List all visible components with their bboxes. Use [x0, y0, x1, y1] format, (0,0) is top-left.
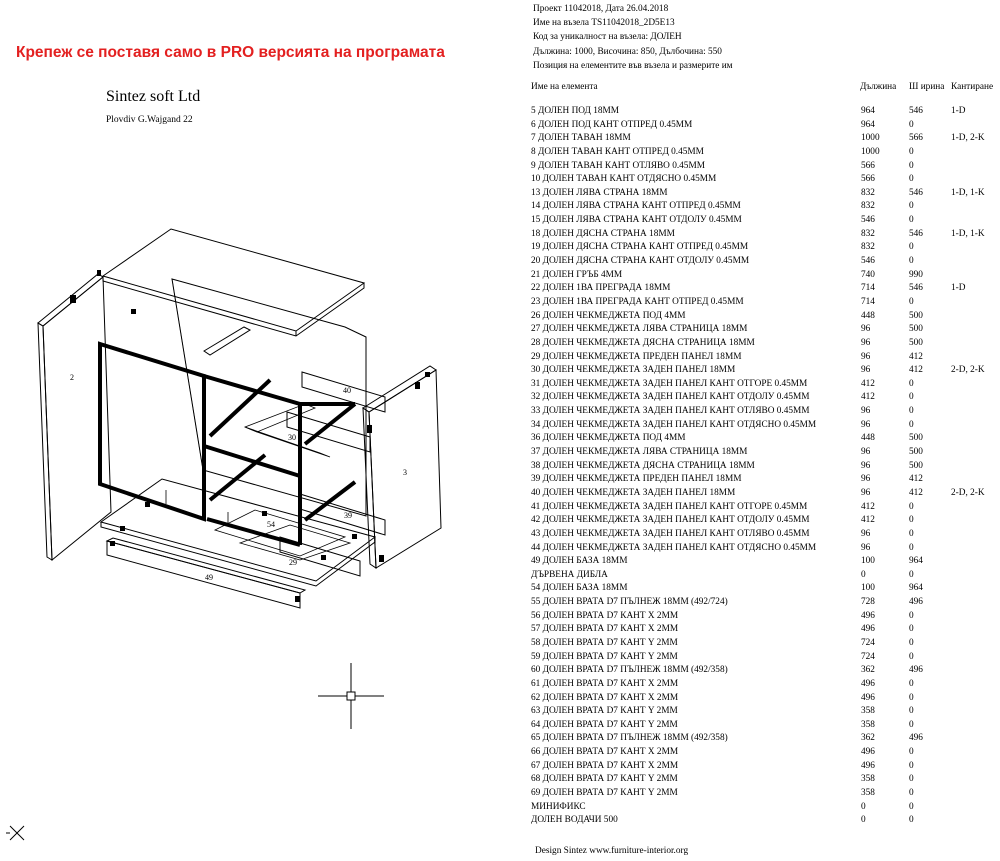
- partition: [204, 327, 250, 355]
- part-name: 54 ДОЛЕН БАЗА 18ММ: [531, 583, 628, 594]
- part-name: 14 ДОЛЕН ЛЯВА СТРАНА КАНТ ОТПРЕД 0.45ММ: [531, 201, 741, 212]
- project-line: Проект 11042018, Дата 26.04.2018: [533, 4, 669, 14]
- table-row: [531, 311, 1000, 325]
- pro-version-notice: Крепеж се поставя само в PRO версията на програмата: [16, 44, 445, 61]
- part-name: 34 ДОЛЕН ЧЕКМЕДЖЕТА ЗАДЕН ПАНЕЛ КАНТ ОТДЯСНО 0.45ММ: [531, 419, 817, 430]
- part-width: 0: [909, 801, 914, 812]
- part-length: 964: [861, 119, 875, 130]
- table-row: [531, 638, 1000, 652]
- part-width: 412: [909, 474, 923, 485]
- part-width: 0: [909, 706, 914, 717]
- part-length: 566: [861, 174, 875, 185]
- table-row: [531, 461, 1000, 475]
- table-header: [531, 82, 1000, 96]
- part-length: 724: [861, 637, 875, 648]
- part-name: 9 ДОЛЕН ТАВАН КАНТ ОТЛЯВО 0.45ММ: [531, 160, 705, 171]
- part-name: 62 ДОЛЕН ВРАТА D7 КАНТ Х 2ММ: [531, 692, 679, 703]
- part-name: 38 ДОЛЕН ЧЕКМЕДЖЕТА ДЯСНА СТРАНИЦА 18ММ: [531, 460, 755, 471]
- part-width: 964: [909, 583, 923, 594]
- part-length: 362: [861, 733, 875, 744]
- table-row: [531, 556, 1000, 570]
- table-row: [531, 597, 1000, 611]
- label-d-right: 3: [403, 468, 407, 477]
- part-length: 100: [861, 556, 875, 567]
- part-width: 0: [909, 406, 914, 417]
- label-floor: 54: [267, 520, 275, 529]
- part-width: 500: [909, 447, 923, 458]
- part-name: 13 ДОЛЕН ЛЯВА СТРАНА 18ММ: [531, 187, 668, 198]
- project-info: [533, 2, 733, 73]
- part-width: 0: [909, 651, 914, 662]
- header-edging: Кантиране: [951, 82, 994, 92]
- table-row: [531, 733, 1000, 747]
- table-row: [531, 201, 1000, 215]
- part-length: 546: [861, 256, 875, 267]
- base-front: [107, 538, 305, 593]
- table-row: [531, 761, 1000, 775]
- part-name: ДОЛЕН ВОДАЧИ 500: [531, 815, 618, 826]
- part-width: 0: [909, 501, 914, 512]
- part-width: 0: [909, 569, 914, 580]
- table-row: [531, 502, 1000, 516]
- table-row: [531, 338, 1000, 352]
- uniqueness-code-line: Код за уникалност на възела: ДОЛЕН: [533, 32, 682, 43]
- part-width: 412: [909, 365, 923, 376]
- table-row: [531, 406, 1000, 420]
- table-row: [531, 774, 1000, 788]
- part-width: 496: [909, 665, 923, 676]
- part-length: 714: [861, 296, 875, 307]
- part-length: 412: [861, 515, 875, 526]
- part-edging: 1-D, 2-K: [951, 133, 985, 144]
- part-width: 0: [909, 419, 914, 430]
- part-length: 832: [861, 201, 875, 212]
- part-length: 358: [861, 774, 875, 785]
- part-name: 68 ДОЛЕН ВРАТА D7 КАНТ Y 2ММ: [531, 774, 678, 785]
- table-row: [531, 474, 1000, 488]
- part-width: 546: [909, 283, 923, 294]
- part-length: 100: [861, 583, 875, 594]
- floor-panel: [101, 479, 375, 581]
- table-row: [531, 324, 1000, 338]
- ucs-axis-icon: [6, 822, 28, 844]
- part-length: 496: [861, 624, 875, 635]
- label-d-left: 2: [70, 373, 74, 382]
- part-name: МИНИФИКС: [531, 801, 586, 812]
- company-address: Plovdiv G.Wajgand 22: [106, 115, 193, 125]
- table-row: [531, 229, 1000, 243]
- part-name: 37 ДОЛЕН ЧЕКМЕДЖЕТА ЛЯВА СТРАНИЦА 18ММ: [531, 447, 748, 458]
- part-name: 65 ДОЛЕН ВРАТА D7 ПЪЛНЕЖ 18ММ (492/358): [531, 733, 728, 744]
- table-row: [531, 147, 1000, 161]
- part-length: 496: [861, 692, 875, 703]
- part-width: 0: [909, 542, 914, 553]
- part-length: 362: [861, 665, 875, 676]
- table-row: [531, 583, 1000, 597]
- table-row: [531, 665, 1000, 679]
- part-width: 990: [909, 269, 923, 280]
- part-width: 500: [909, 460, 923, 471]
- part-name: 39 ДОЛЕН ЧЕКМЕДЖЕТА ПРЕДЕН ПАНЕЛ 18ММ: [531, 474, 742, 485]
- positions-caption: Позиция на елементите във възела и размерите им: [533, 60, 733, 71]
- header-name: Име на елемента: [531, 82, 598, 92]
- part-name: 40 ДОЛЕН ЧЕКМЕДЖЕТА ЗАДЕН ПАНЕЛ 18ММ: [531, 487, 736, 498]
- table-row: [531, 488, 1000, 502]
- table-row: [531, 433, 1000, 447]
- table-row: [531, 283, 1000, 297]
- table-row: [531, 420, 1000, 434]
- door-frame: [100, 344, 204, 519]
- part-name: 42 ДОЛЕН ЧЕКМЕДЖЕТА ЗАДЕН ПАНЕЛ КАНТ ОТДОЛУ 0.45ММ: [531, 515, 810, 526]
- part-name: 41 ДОЛЕН ЧЕКМЕДЖЕТА ЗАДЕН ПАНЕЛ КАНТ ОТГОРЕ 0.45ММ: [531, 501, 808, 512]
- part-name: 20 ДОЛЕН ДЯСНА СТРАНА КАНТ ОТДОЛУ 0.45ММ: [531, 256, 750, 267]
- table-row: [531, 106, 1000, 120]
- part-length: 740: [861, 269, 875, 280]
- part-name: 18 ДОЛЕН ДЯСНА СТРАНА 18ММ: [531, 228, 675, 239]
- part-width: 0: [909, 242, 914, 253]
- part-width: 500: [909, 337, 923, 348]
- part-name: 43 ДОЛЕН ЧЕКМЕДЖЕТА ЗАДЕН ПАНЕЛ КАНТ ОТЛЯВО 0.45ММ: [531, 528, 810, 539]
- part-width: 0: [909, 678, 914, 689]
- part-width: 0: [909, 624, 914, 635]
- table-row: [531, 188, 1000, 202]
- table-row: [531, 379, 1000, 393]
- part-length: 0: [861, 801, 866, 812]
- part-length: 546: [861, 215, 875, 226]
- part-length: 448: [861, 433, 875, 444]
- part-name: 29 ДОЛЕН ЧЕКМЕДЖЕТА ПРЕДЕН ПАНЕЛ 18ММ: [531, 351, 742, 362]
- part-edging: 2-D, 2-K: [951, 487, 985, 498]
- part-name: 8 ДОЛЕН ТАВАН КАНТ ОТПРЕД 0.45ММ: [531, 146, 704, 157]
- part-length: 96: [861, 365, 871, 376]
- drawer-bottom-top: [245, 404, 315, 432]
- part-name: 44 ДОЛЕН ЧЕКМЕДЖЕТА ЗАДЕН ПАНЕЛ КАНТ ОТДЯСНО 0.45ММ: [531, 542, 817, 553]
- part-length: 96: [861, 419, 871, 430]
- footer-credit: Design Sintez www.furniture-interior.org: [535, 846, 689, 856]
- part-length: 96: [861, 487, 871, 498]
- part-name: 23 ДОЛЕН 1ВА ПРЕГРАДА КАНТ ОТПРЕД 0.45ММ: [531, 296, 744, 307]
- table-row: [531, 570, 1000, 584]
- part-edging: 2-D, 2-K: [951, 365, 985, 376]
- part-length: 96: [861, 351, 871, 362]
- part-width: 496: [909, 597, 923, 608]
- part-name: 49 ДОЛЕН БАЗА 18ММ: [531, 556, 628, 567]
- part-length: 724: [861, 651, 875, 662]
- part-length: 96: [861, 528, 871, 539]
- table-row: [531, 543, 1000, 557]
- part-length: 358: [861, 719, 875, 730]
- part-length: 496: [861, 678, 875, 689]
- part-width: 0: [909, 160, 914, 171]
- table-row: [531, 352, 1000, 366]
- table-row: [531, 802, 1000, 816]
- table-row: [531, 133, 1000, 147]
- part-width: 0: [909, 201, 914, 212]
- dimensions-line: Дължина: 1000, Височина: 850, Дълбочина: 550: [533, 46, 722, 57]
- part-width: 0: [909, 774, 914, 785]
- part-length: 1000: [861, 146, 880, 157]
- part-width: 500: [909, 324, 923, 335]
- part-name: 26 ДОЛЕН ЧЕКМЕДЖЕТА ПОД 4ММ: [531, 310, 686, 321]
- part-width: 0: [909, 692, 914, 703]
- table-row: [531, 120, 1000, 134]
- part-width: 0: [909, 119, 914, 130]
- part-name: 56 ДОЛЕН ВРАТА D7 КАНТ Х 2ММ: [531, 610, 679, 621]
- part-name: 28 ДОЛЕН ЧЕКМЕДЖЕТА ДЯСНА СТРАНИЦА 18ММ: [531, 337, 755, 348]
- part-length: 96: [861, 474, 871, 485]
- part-length: 96: [861, 542, 871, 553]
- part-width: 546: [909, 106, 923, 116]
- table-row: [531, 611, 1000, 625]
- table-row: [531, 788, 1000, 802]
- part-width: 546: [909, 187, 923, 198]
- part-name: 22 ДОЛЕН 1ВА ПРЕГРАДА 18ММ: [531, 283, 671, 294]
- table-row: [531, 256, 1000, 270]
- part-width: 0: [909, 256, 914, 267]
- part-edging: 1-D, 1-K: [951, 187, 985, 198]
- part-name: 57 ДОЛЕН ВРАТА D7 КАНТ Х 2ММ: [531, 624, 679, 635]
- table-row: [531, 365, 1000, 379]
- part-name: 19 ДОЛЕН ДЯСНА СТРАНА КАНТ ОТПРЕД 0.45ММ: [531, 242, 749, 253]
- part-name: 60 ДОЛЕН ВРАТА D7 ПЪЛНЕЖ 18ММ (492/358): [531, 665, 728, 676]
- part-width: 0: [909, 515, 914, 526]
- node-name-line: Име на възела TS11042018_2D5E13: [533, 18, 675, 29]
- part-width: 0: [909, 174, 914, 185]
- part-width: 566: [909, 133, 923, 144]
- part-name: 64 ДОЛЕН ВРАТА D7 КАНТ Y 2ММ: [531, 719, 678, 730]
- part-length: 412: [861, 378, 875, 389]
- table-row: [531, 747, 1000, 761]
- part-width: 412: [909, 351, 923, 362]
- part-name: 66 ДОЛЕН ВРАТА D7 КАНТ Х 2ММ: [531, 747, 679, 758]
- table-row: [531, 529, 1000, 543]
- table-row: [531, 679, 1000, 693]
- part-width: 546: [909, 228, 923, 239]
- part-width: 0: [909, 719, 914, 730]
- part-length: 832: [861, 187, 875, 198]
- part-name: 27 ДОЛЕН ЧЕКМЕДЖЕТА ЛЯВА СТРАНИЦА 18ММ: [531, 324, 748, 335]
- table-row: [531, 652, 1000, 666]
- table-row: [531, 215, 1000, 229]
- table-row: [531, 815, 1000, 829]
- part-name: 7 ДОЛЕН ТАВАН 18ММ: [531, 133, 631, 144]
- table-row: [531, 706, 1000, 720]
- part-width: 0: [909, 788, 914, 799]
- part-width: 0: [909, 815, 914, 826]
- part-name: 61 ДОЛЕН ВРАТА D7 КАНТ Х 2ММ: [531, 678, 679, 689]
- part-length: 566: [861, 160, 875, 171]
- part-name: 10 ДОЛЕН ТАВАН КАНТ ОТДЯСНО 0.45ММ: [531, 174, 717, 185]
- part-length: 0: [861, 815, 866, 826]
- part-length: 358: [861, 788, 875, 799]
- table-row: [531, 242, 1000, 256]
- table-row: [531, 297, 1000, 311]
- table-row: [531, 270, 1000, 284]
- part-length: 832: [861, 242, 875, 253]
- part-width: 0: [909, 215, 914, 226]
- part-name: 6 ДОЛЕН ПОД КАНТ ОТПРЕД 0.45ММ: [531, 119, 693, 130]
- part-name: 32 ДОЛЕН ЧЕКМЕДЖЕТА ЗАДЕН ПАНЕЛ КАНТ ОТДОЛУ 0.45ММ: [531, 392, 810, 403]
- label-drawer-low: 39: [344, 511, 352, 520]
- table-row: [531, 174, 1000, 188]
- table-row: [531, 720, 1000, 734]
- part-length: 496: [861, 760, 875, 771]
- part-width: 0: [909, 146, 914, 157]
- label-drawer-mid: 30: [288, 433, 296, 442]
- part-length: 714: [861, 283, 875, 294]
- part-name: 30 ДОЛЕН ЧЕКМЕДЖЕТА ЗАДЕН ПАНЕЛ 18ММ: [531, 365, 736, 376]
- part-width: 496: [909, 733, 923, 744]
- part-length: 964: [861, 106, 875, 116]
- table-row: [531, 447, 1000, 461]
- part-name: 36 ДОЛЕН ЧЕКМЕДЖЕТА ПОД 4ММ: [531, 433, 686, 444]
- part-length: 412: [861, 501, 875, 512]
- part-length: 96: [861, 447, 871, 458]
- part-name: ДЪРВЕНА ДИБЛА: [531, 569, 608, 580]
- part-width: 0: [909, 296, 914, 307]
- part-width: 0: [909, 528, 914, 539]
- part-length: 496: [861, 747, 875, 758]
- part-length: 728: [861, 597, 875, 608]
- part-edging: 1-D, 1-K: [951, 228, 985, 239]
- part-length: 96: [861, 406, 871, 417]
- part-length: 96: [861, 460, 871, 471]
- company-name: Sintez soft Ltd: [106, 88, 201, 105]
- table-row: [531, 693, 1000, 707]
- part-length: 1000: [861, 133, 880, 144]
- cursor-crosshair-icon: [318, 663, 384, 729]
- header-length: Дължина: [860, 82, 897, 92]
- table-row: [531, 392, 1000, 406]
- part-name: 59 ДОЛЕН ВРАТА D7 КАНТ Y 2ММ: [531, 651, 678, 662]
- part-name: 63 ДОЛЕН ВРАТА D7 КАНТ Y 2ММ: [531, 706, 678, 717]
- label-base-front: 49: [205, 573, 213, 582]
- part-width: 500: [909, 433, 923, 444]
- part-width: 500: [909, 310, 923, 321]
- part-width: 0: [909, 392, 914, 403]
- part-name: 21 ДОЛЕН ГРЪБ 4ММ: [531, 269, 623, 280]
- part-length: 412: [861, 392, 875, 403]
- part-name: 69 ДОЛЕН ВРАТА D7 КАНТ Y 2ММ: [531, 788, 678, 799]
- part-length: 96: [861, 324, 871, 335]
- part-length: 496: [861, 610, 875, 621]
- part-length: 96: [861, 337, 871, 348]
- part-name: 5 ДОЛЕН ПОД 18ММ: [531, 106, 620, 116]
- part-width: 0: [909, 378, 914, 389]
- part-name: 31 ДОЛЕН ЧЕКМЕДЖЕТА ЗАДЕН ПАНЕЛ КАНТ ОТГОРЕ 0.45ММ: [531, 378, 808, 389]
- part-length: 448: [861, 310, 875, 321]
- part-width: 0: [909, 760, 914, 771]
- part-name: 58 ДОЛЕН ВРАТА D7 КАНТ Y 2ММ: [531, 637, 678, 648]
- part-width: 964: [909, 556, 923, 567]
- label-drawer-top: 40: [343, 386, 351, 395]
- part-width: 0: [909, 637, 914, 648]
- part-width: 0: [909, 747, 914, 758]
- part-edging: 1-D: [951, 106, 966, 116]
- parts-table: [531, 82, 1000, 829]
- table-row: [531, 624, 1000, 638]
- part-length: 358: [861, 706, 875, 717]
- part-length: 0: [861, 569, 866, 580]
- part-width: 412: [909, 487, 923, 498]
- part-edging: 1-D: [951, 283, 966, 294]
- part-width: 0: [909, 610, 914, 621]
- part-name: 67 ДОЛЕН ВРАТА D7 КАНТ Х 2ММ: [531, 760, 679, 771]
- header-width: Ш ирина: [909, 82, 945, 92]
- label-drawer-bot: 29: [289, 558, 297, 567]
- part-name: 33 ДОЛЕН ЧЕКМЕДЖЕТА ЗАДЕН ПАНЕЛ КАНТ ОТЛЯВО 0.45ММ: [531, 406, 810, 417]
- part-length: 832: [861, 228, 875, 239]
- part-name: 15 ДОЛЕН ЛЯВА СТРАНА КАНТ ОТДОЛУ 0.45ММ: [531, 215, 742, 226]
- part-name: 55 ДОЛЕН ВРАТА D7 ПЪЛНЕЖ 18ММ (492/724): [531, 597, 728, 608]
- table-row: [531, 515, 1000, 529]
- table-row: [531, 161, 1000, 175]
